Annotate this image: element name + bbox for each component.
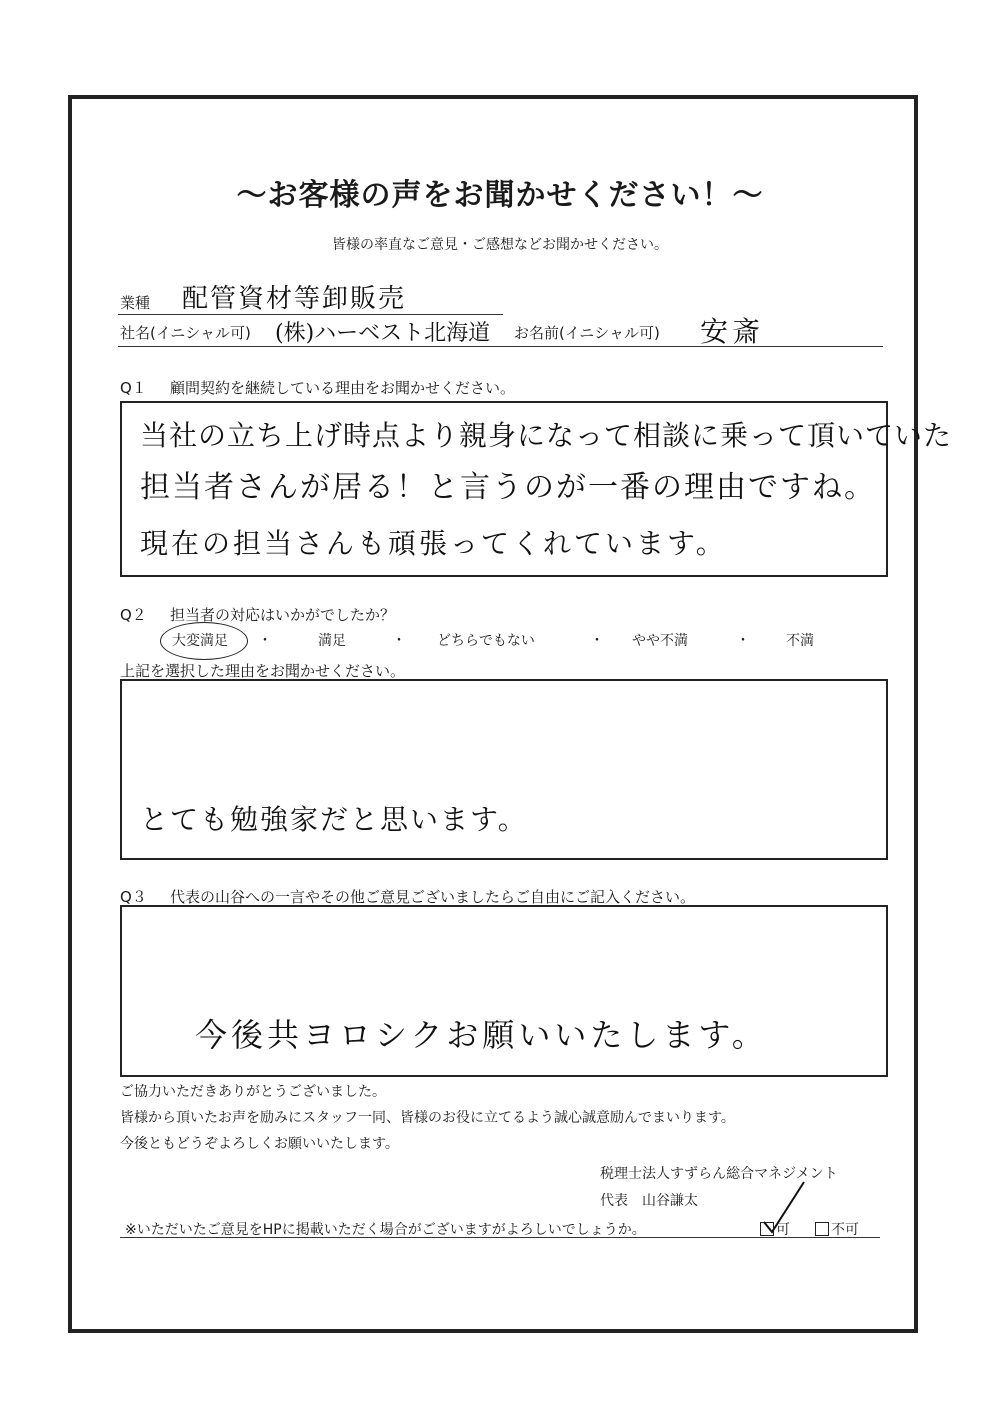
q2-answer: とても勉強家だと思います。 <box>140 803 528 836</box>
q1-answer-line-1: 当社の立ち上げ時点より親身になって相談に乗って頂いていた <box>140 419 953 452</box>
q3-number: Q３ <box>120 888 147 906</box>
choice-separator: ・ <box>590 633 604 649</box>
choice-somewhat-dissatisfied[interactable]: やや不満 <box>632 633 688 649</box>
footer-representative: 代表 山谷謙太 <box>600 1193 698 1209</box>
q3-question: 代表の山谷への一言やその他ご意見ございましたらご自由にご記入ください。 <box>170 888 696 906</box>
option-yes-label: 可 <box>776 1222 790 1238</box>
choice-dissatisfied[interactable]: 不満 <box>786 633 814 649</box>
q2-question: 担当者の対応はいかがでしたか？ <box>170 606 396 624</box>
company-underline <box>118 346 883 347</box>
footer-company: 税理士法人すずらん総合マネジメント <box>600 1166 838 1182</box>
option-no-label: 不可 <box>831 1222 859 1238</box>
q1-question: 顧問契約を継続している理由をお聞かせください。 <box>170 379 516 397</box>
choice-separator: ・ <box>736 633 750 649</box>
permission-underline <box>120 1237 880 1238</box>
choice-separator: ・ <box>258 633 272 649</box>
name-value: 安斎 <box>700 315 765 348</box>
choice-satisfied[interactable]: 満足 <box>318 633 346 649</box>
choice-neutral[interactable]: どちらでもない <box>437 633 535 649</box>
q1-number: Q１ <box>120 379 147 397</box>
q2-number: Q２ <box>120 606 147 624</box>
permission-option-no[interactable] <box>815 1219 859 1239</box>
company-label: 社名(イニシャル可) <box>120 324 251 342</box>
footer-closing: 今後ともどうぞよろしくお願いいたします。 <box>120 1136 399 1152</box>
industry-label: 業種 <box>120 294 151 312</box>
q1-answer-line-3: 現在の担当さんも頑張ってくれています。 <box>140 527 727 560</box>
q1-answer-line-2: 担当者さんが居る！と言うのが一番の理由ですね。 <box>140 470 876 505</box>
q2-followup: 上記を選択した理由をお聞かせください。 <box>120 662 406 680</box>
check-mark-icon <box>760 1178 810 1238</box>
footer-message: 皆様から頂いたお声を励みにスタッフ一同、皆様のお役に立てるよう誠心誠意励んでまいります。 <box>120 1110 735 1126</box>
industry-underline <box>118 314 503 315</box>
industry-value: 配管資材等卸販売 <box>182 284 407 314</box>
q3-answer: 今後共ヨロシクお願いいたします。 <box>195 1016 768 1054</box>
company-value: (株)ハーベスト北海道 <box>275 321 491 346</box>
name-label: お名前(イニシャル可) <box>514 324 660 342</box>
survey-title: ～お客様の声をお聞かせください！～ <box>236 178 764 213</box>
choice-separator: ・ <box>392 633 406 649</box>
footer-thanks: ご協力いただきありがとうございました。 <box>120 1084 386 1100</box>
choice-very-satisfied[interactable]: 大変満足 <box>172 633 228 649</box>
survey-subtitle: 皆様の率直なご意見・ご感想などお聞かせください。 <box>332 237 668 253</box>
permission-question: ※いただいたご意見をHPに掲載いただく場合がございますがよろしいでしょうか。 <box>125 1222 646 1238</box>
checkbox-no[interactable] <box>815 1222 829 1236</box>
